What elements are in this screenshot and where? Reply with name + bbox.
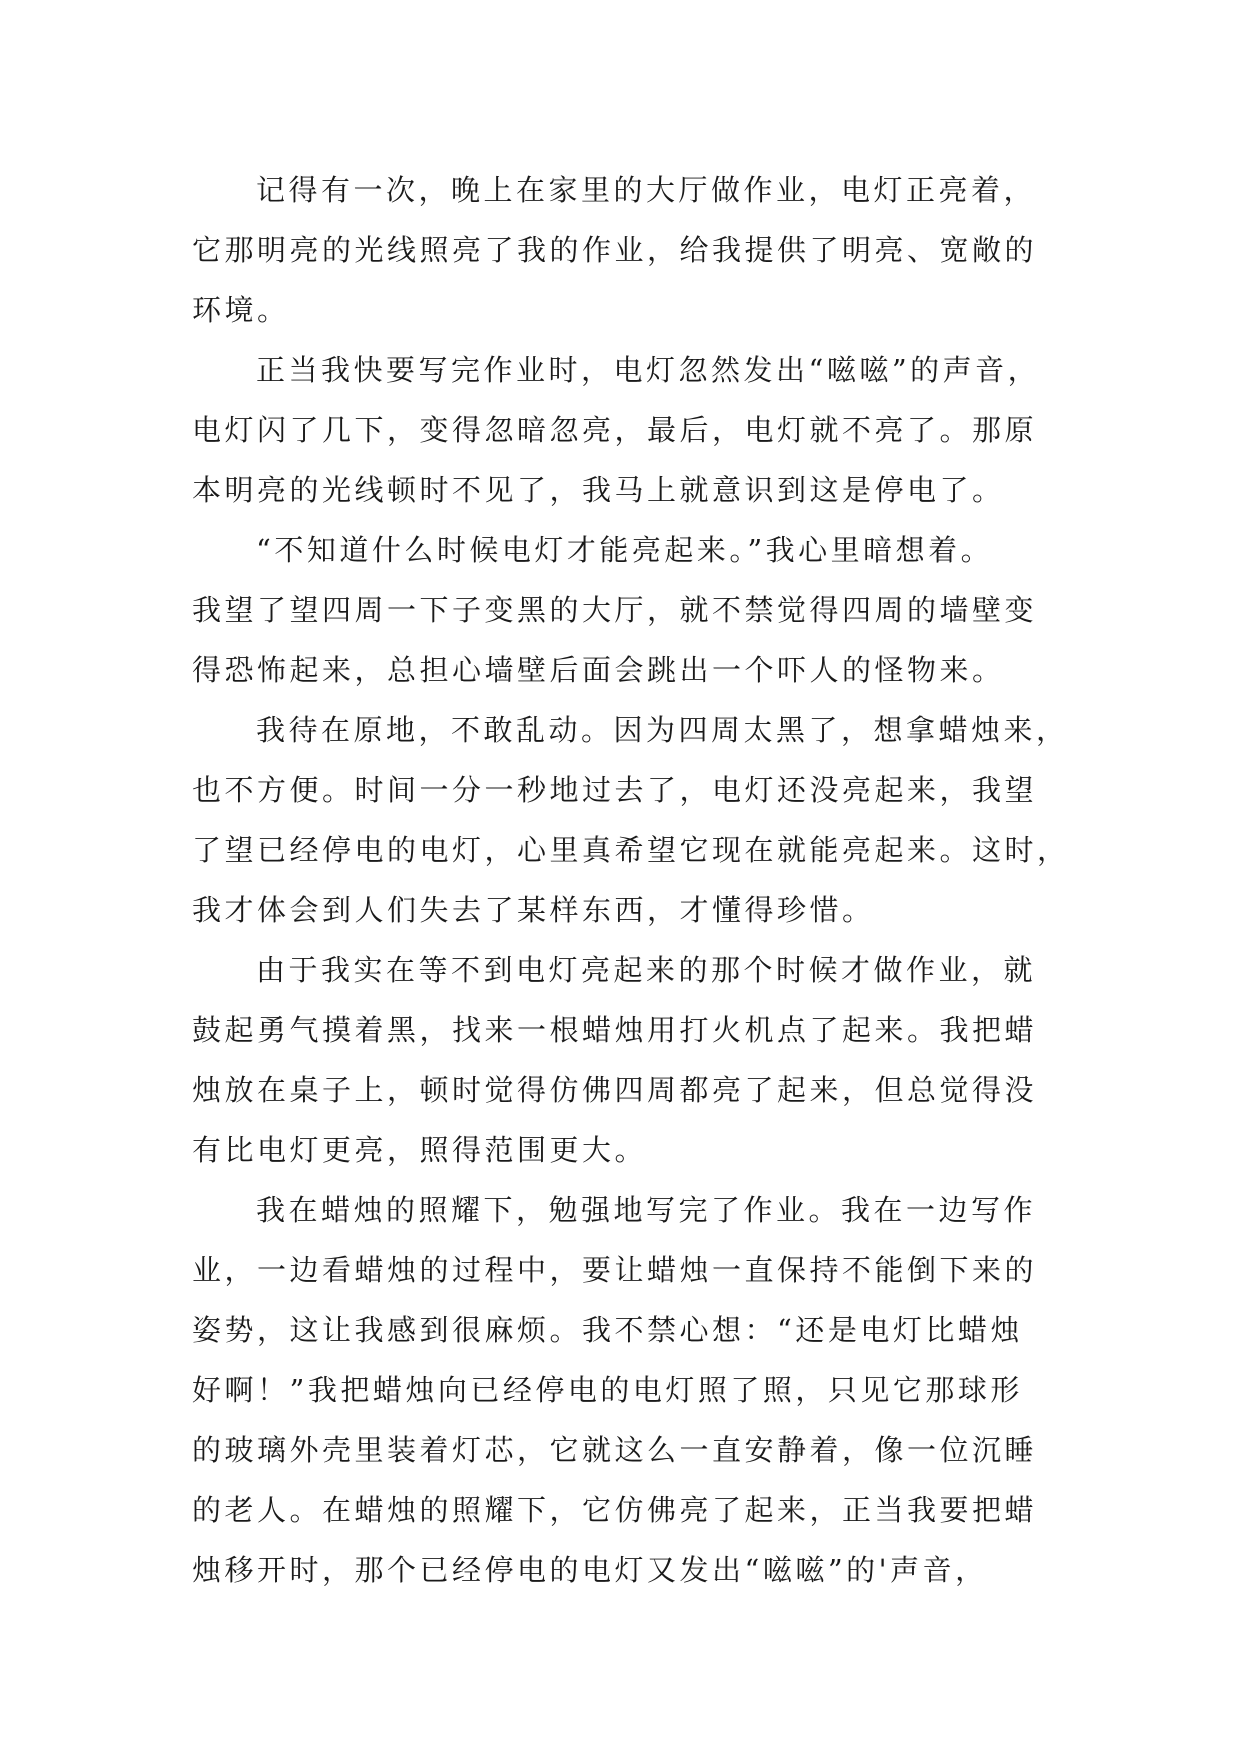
- paragraph-3: [192, 520, 1052, 700]
- text-line: 记得有一次，晚上在家里的大厅做作业，电灯正亮着，: [256, 173, 1037, 207]
- paragraph-1: [192, 160, 1052, 340]
- text-line: 正当我快要写完作业时，电灯忽然发出“嗞嗞”的声音，: [256, 353, 1041, 387]
- paragraph-4: [192, 700, 1070, 940]
- text-line: 也不方便。时间一分一秒地过去了，电灯还没亮起来，我望: [192, 773, 1038, 807]
- text-line: 的老人。在蜡烛的照耀下，它仿佛亮了起来，正当我要把蜡: [192, 1493, 1038, 1527]
- text-line: 它那明亮的光线照亮了我的作业，给我提供了明亮、宽敞的: [192, 233, 1038, 267]
- text-line: 我待在原地，不敢乱动。因为四周太黑了，想拿蜡烛来，: [256, 713, 1069, 747]
- text-line: 姿势，这让我感到很麻烦。我不禁心想：“还是电灯比蜡烛: [192, 1313, 1023, 1347]
- text-line: 电灯闪了几下，变得忽暗忽亮，最后，电灯就不亮了。那原: [192, 413, 1038, 447]
- text-line: 本明亮的光线顿时不见了，我马上就意识到这是停电了。: [192, 473, 1005, 507]
- text-line: 了望已经停电的电灯，心里真希望它现在就能亮起来。这时，: [192, 833, 1070, 867]
- text-line: 有比电灯更亮，照得范围更大。: [192, 1133, 648, 1167]
- text-line: 我望了望四周一下子变黑的大厅，就不禁觉得四周的墙壁变: [192, 593, 1038, 627]
- essay-body: [192, 160, 1070, 1600]
- text-line: 烛移开时，那个已经停电的电灯又发出“嗞嗞”的'声音，: [192, 1553, 988, 1587]
- text-line: 鼓起勇气摸着黑，找来一根蜡烛用打火机点了起来。我把蜡: [192, 1013, 1038, 1047]
- text-line: 由于我实在等不到电灯亮起来的那个时候才做作业，就: [256, 953, 1037, 987]
- text-line: 环境。: [192, 293, 290, 327]
- text-line: 我才体会到人们失去了某样东西，才懂得珍惜。: [192, 893, 875, 927]
- text-line: 业，一边看蜡烛的过程中，要让蜡烛一直保持不能倒下来的: [192, 1253, 1038, 1287]
- text-line: 我在蜡烛的照耀下，勉强地写完了作业。我在一边写作: [256, 1193, 1037, 1227]
- text-line: 好啊！”我把蜡烛向已经停电的电灯照了照，只见它那球形: [192, 1373, 1023, 1407]
- paragraph-6: [192, 1180, 1052, 1600]
- text-line: “不知道什么时候电灯才能亮起来。”我心里暗想着。: [256, 533, 994, 567]
- paragraph-2: [192, 340, 1052, 520]
- text-line: 烛放在桌子上，顿时觉得仿佛四周都亮了起来，但总觉得没: [192, 1073, 1038, 1107]
- text-line: 的玻璃外壳里装着灯芯，它就这么一直安静着，像一位沉睡: [192, 1433, 1038, 1467]
- paragraph-5: [192, 940, 1052, 1180]
- text-line: 得恐怖起来，总担心墙壁后面会跳出一个吓人的怪物来。: [192, 653, 1005, 687]
